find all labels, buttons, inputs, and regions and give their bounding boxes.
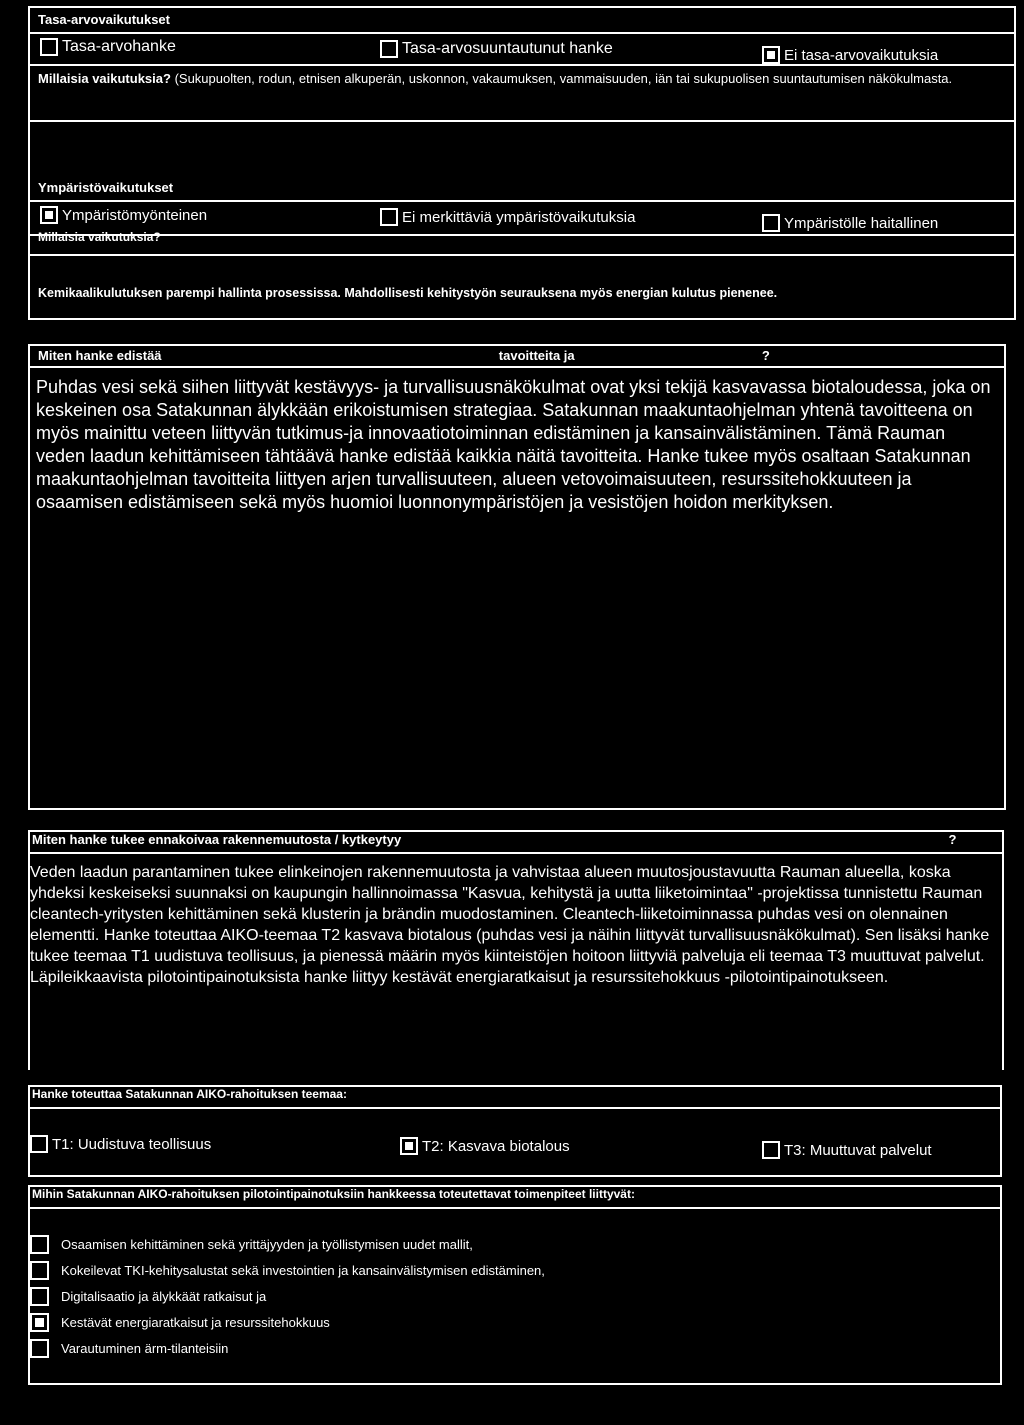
- equality-option-3[interactable]: [762, 46, 938, 64]
- pilot-label: Osaamisen kehittäminen sekä yrittäjyyden ja työllistymisen uudet mallit,: [61, 1237, 473, 1252]
- goals-title-part1: Miten hanke edistää: [38, 348, 162, 363]
- equality-question-rest: (Sukupuolten, rodun, etnisen alkuperän, uskonnon, vakaumuksen, vammaisuuden, iän tai sukupuolisen suuntautumisen näkökulmasta.: [170, 71, 953, 86]
- pilot-label: Varautuminen ärm-tilanteisiin: [61, 1341, 229, 1356]
- checkbox-ei-tasa-arvovaikutuksia[interactable]: [762, 46, 780, 64]
- environment-option-3[interactable]: [762, 214, 938, 232]
- environment-title: Ympäristövaikutukset: [38, 180, 174, 195]
- checkbox-t3[interactable]: [762, 1141, 780, 1159]
- structural-section: [28, 830, 1004, 1070]
- checkbox-digitalisaatio[interactable]: [30, 1287, 49, 1306]
- checkbox-ympäristölle-haitallinen[interactable]: [762, 214, 780, 232]
- checkbox-t2[interactable]: [400, 1137, 418, 1155]
- checkbox-kokeilevat[interactable]: [30, 1261, 49, 1280]
- structural-title: [32, 832, 956, 847]
- checkbox-ei-merkittäviä[interactable]: [380, 208, 398, 226]
- pilot-item-1[interactable]: [30, 1235, 473, 1254]
- structural-title-end: ?: [948, 832, 957, 847]
- checkbox-varautuminen[interactable]: [30, 1339, 49, 1358]
- option-label: T2: Kasvava biotalous: [422, 1137, 570, 1155]
- pilot-label: Kestävät energiaratkaisut ja resurssitehokkuus: [61, 1315, 330, 1330]
- goals-title-part2: tavoitteita ja: [498, 348, 575, 363]
- checkbox-tasa-arvosuuntautunut[interactable]: [380, 40, 398, 58]
- checkbox-kestävät[interactable]: [30, 1313, 49, 1332]
- equality-section: [28, 6, 1016, 320]
- themes-option-1[interactable]: [30, 1135, 211, 1153]
- environment-question: Millaisia vaikutuksia?: [38, 230, 161, 244]
- themes-title: Hanke toteuttaa Satakunnan AIKO-rahoituksen teemaa:: [32, 1087, 347, 1101]
- pilot-item-4[interactable]: [30, 1313, 330, 1332]
- checkbox-t1[interactable]: [30, 1135, 48, 1153]
- pilot-label: Digitalisaatio ja älykkäät ratkaisut ja: [61, 1289, 267, 1304]
- checkbox-osaamisen[interactable]: [30, 1235, 49, 1254]
- checkbox-tasa-arvohanke[interactable]: [40, 38, 58, 56]
- themes-section: [28, 1085, 1002, 1177]
- option-label: Ympäristölle haitallinen: [784, 214, 939, 232]
- goals-body: Puhdas vesi sekä siihen liittyvät kestävyys- ja turvallisuusnäkökulmat ovat yksi tekijä kasvavassa biotaloudessa, joka on keskeinen osa Satakunnan älykkään erikoistumisen strategiaa. Satakunnan maakuntaohjelman yhtenä tavoitteena on myös mainittu veteen liittyvän tutkimus-ja innovaatiotoiminnan edistäminen ja kansainvälistäminen. Tämä Rauman veden laadun kehittämiseen tähtäävä hanke edistää kaikkia näitä tavoitteita. Hanke tukee myös osaltaan Satakunnan maakuntaohjelman tavoitteita liittyen arjen turvallisuuteen, alueen vetovoimaisuuteen, resurssitehokkuuteen ja osaamisen edistämiseen sekä myös huomioi luonnonympäristöjen ja vesistöjen hoidon merkityksen.: [36, 377, 991, 512]
- pilot-item-5[interactable]: [30, 1339, 228, 1358]
- pilots-section: [28, 1185, 1002, 1385]
- equality-question: [38, 70, 1008, 88]
- environment-answer: Kemikaalikulutuksen parempi hallinta prosessissa. Mahdollisesti kehitystyön seurauksena myös energian kulutus pienenee.: [38, 286, 778, 300]
- goals-section: [28, 344, 1006, 810]
- equality-question-bold: Millaisia vaikutuksia?: [38, 71, 171, 86]
- environment-option-2[interactable]: [380, 208, 635, 226]
- pilot-label: Kokeilevat TKI-kehitysalustat sekä investointien ja kansainvälistymisen edistäminen,: [61, 1263, 545, 1278]
- option-label: Ympäristömyönteinen: [62, 206, 208, 224]
- option-label: Ei tasa-arvovaikutuksia: [784, 46, 939, 64]
- goals-title-end: ?: [761, 348, 770, 363]
- equality-title: Tasa-arvovaikutukset: [38, 12, 170, 27]
- equality-option-1[interactable]: [40, 38, 176, 56]
- themes-option-2[interactable]: [400, 1137, 570, 1155]
- option-label: Ei merkittäviä ympäristövaikutuksia: [402, 208, 636, 226]
- option-label: Tasa-arvosuuntautunut hanke: [402, 40, 613, 57]
- goals-title: [38, 348, 770, 363]
- structural-title-text: Miten hanke tukee ennakoivaa rakennemuutosta / kytkeytyy: [32, 832, 402, 847]
- equality-option-2[interactable]: [380, 40, 613, 58]
- option-label: T1: Uudistuva teollisuus: [52, 1135, 212, 1153]
- pilots-title: Mihin Satakunnan AIKO-rahoituksen pilotointipainotuksiin hankkeessa toteutettavat toimenpiteet liittyvät:: [32, 1187, 635, 1201]
- pilot-item-3[interactable]: [30, 1287, 266, 1306]
- checkbox-ympäristömyönteinen[interactable]: [40, 206, 58, 224]
- structural-body: Veden laadun parantaminen tukee elinkeinojen rakennemuutosta ja vahvistaa alueen muutosjoustavuutta Rauman alueella, koska yhdeksi keskeiseksi suunnaksi on kaupungin hallinnoimassa "Kasvua, kehitystä ja uutta liiketoimintaa" -projektissa tunnistettu Rauman cleantech-yritysten kehittäminen sekä klusterin ja brändin muodostaminen. Cleantech-liiketoiminnassa puhdas vesi on olennainen elementti. Hanke toteuttaa AIKO-teemaa T2 kasvava biotalous (puhdas vesi ja näihin liittyvät turvallisuusnäkökulmat). Sen lisäksi hanke tukee teemaa T1 uudistuva teollisuus, ja pienessä määrin myös kiinteistöjen hoitoon liittyviä palveluja eli teemaa T3 muuttuvat palvelut. Läpileikkaavista pilotointipainotuksista hanke liittyy kestävät energiaratkaisut ja resurssitehokkuus -pilotointipainotukseen.: [30, 864, 990, 986]
- pilot-item-2[interactable]: [30, 1261, 545, 1280]
- option-label: Tasa-arvohanke: [62, 38, 176, 55]
- themes-option-3[interactable]: [762, 1141, 932, 1159]
- environment-option-1[interactable]: [40, 206, 207, 224]
- option-label: T3: Muuttuvat palvelut: [784, 1141, 932, 1159]
